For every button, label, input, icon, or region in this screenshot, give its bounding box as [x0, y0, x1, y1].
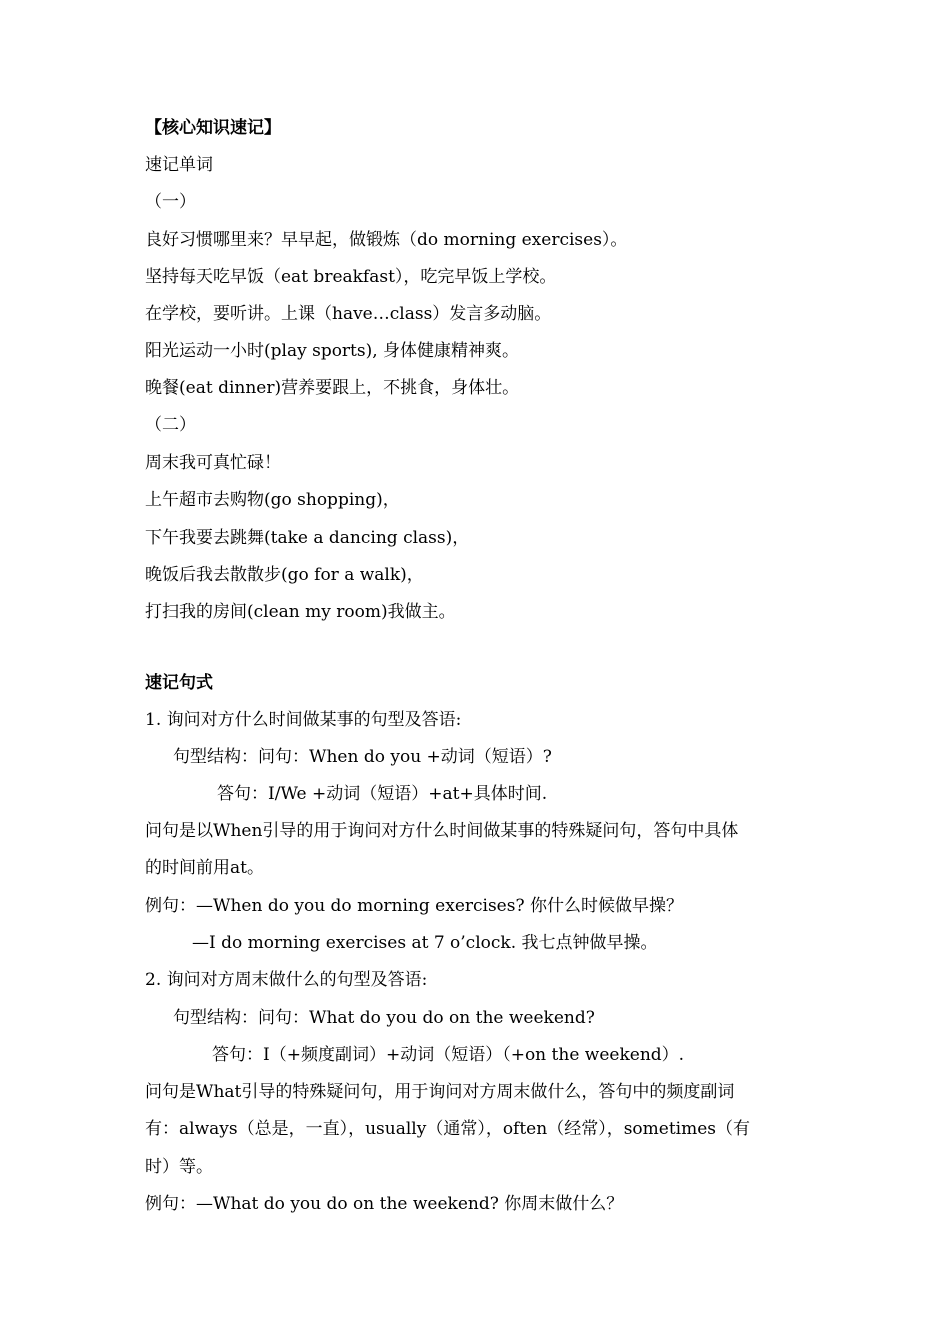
- pattern-structure-answer: 答句：I（+频度副词）+动词（短语）（+on the weekend）.: [212, 1045, 685, 1065]
- pattern-structure-question: 句型结构：问句：What do you do on the weekend?: [173, 1008, 595, 1028]
- example-question: 例句：—What do you do on the weekend? 你周末做什么？: [145, 1194, 624, 1214]
- pattern-structure-answer: 答句：I/We +动词（短语）+at+具体时间.: [217, 784, 548, 804]
- pattern-explanation: 问句是What引导的特殊疑问句，用于询问对方周末做什么，答句中的频度副词: [145, 1082, 735, 1102]
- example-question: 例句：—When do you do morning exercises? 你什么时候做早操？: [145, 896, 683, 916]
- vocab-line: 晚餐(eat dinner)营养要跟上，不挑食，身体壮。: [145, 378, 520, 398]
- pattern-explanation: 的时间前用at。: [145, 858, 264, 878]
- subheading-vocabulary: 速记单词: [145, 155, 213, 175]
- vocab-line: 上午超市去购物(go shopping)，: [145, 490, 400, 510]
- pattern-explanation: 问句是以When引导的用于询问对方什么时间做某事的特殊疑问句，答句中具体: [145, 821, 739, 841]
- vocab-line: 周末我可真忙碌！: [145, 453, 281, 473]
- pattern-structure-question: 句型结构：问句：When do you +动词（短语）?: [173, 747, 552, 767]
- vocab-line: 下午我要去跳舞(take a dancing class)，: [145, 528, 470, 548]
- vocab-line: 坚持每天吃早饭（eat breakfast），吃完早饭上学校。: [145, 267, 557, 287]
- part-label-1: （一）: [145, 192, 196, 212]
- vocab-line: 打扫我的房间(clean my room)我做主。: [145, 602, 456, 622]
- section-heading-core-knowledge: 【核心知识速记】: [145, 118, 281, 138]
- section-heading-sentence-patterns: 速记句式: [145, 673, 213, 693]
- pattern-explanation: 有：always（总是，一直），usually（通常），often（经常），sometimes（有: [145, 1119, 751, 1139]
- example-answer: —I do morning exercises at 7 o’clock. 我七点钟做早操。: [192, 933, 658, 953]
- pattern-title: 1. 询问对方什么时间做某事的句型及答语:: [145, 710, 462, 730]
- pattern-title: 2. 询问对方周末做什么的句型及答语:: [145, 970, 428, 990]
- vocab-line: 在学校，要听讲。上课（have…class）发言多动脑。: [145, 304, 552, 324]
- pattern-explanation: 时）等。: [145, 1157, 213, 1177]
- vocab-line: 良好习惯哪里来？早早起，做锻炼（do morning exercises）。: [145, 230, 628, 250]
- part-label-2: （二）: [145, 415, 196, 435]
- vocab-line: 阳光运动一小时(play sports), 身体健康精神爽。: [145, 341, 520, 361]
- vocab-line: 晚饭后我去散散步(go for a walk)，: [145, 565, 424, 585]
